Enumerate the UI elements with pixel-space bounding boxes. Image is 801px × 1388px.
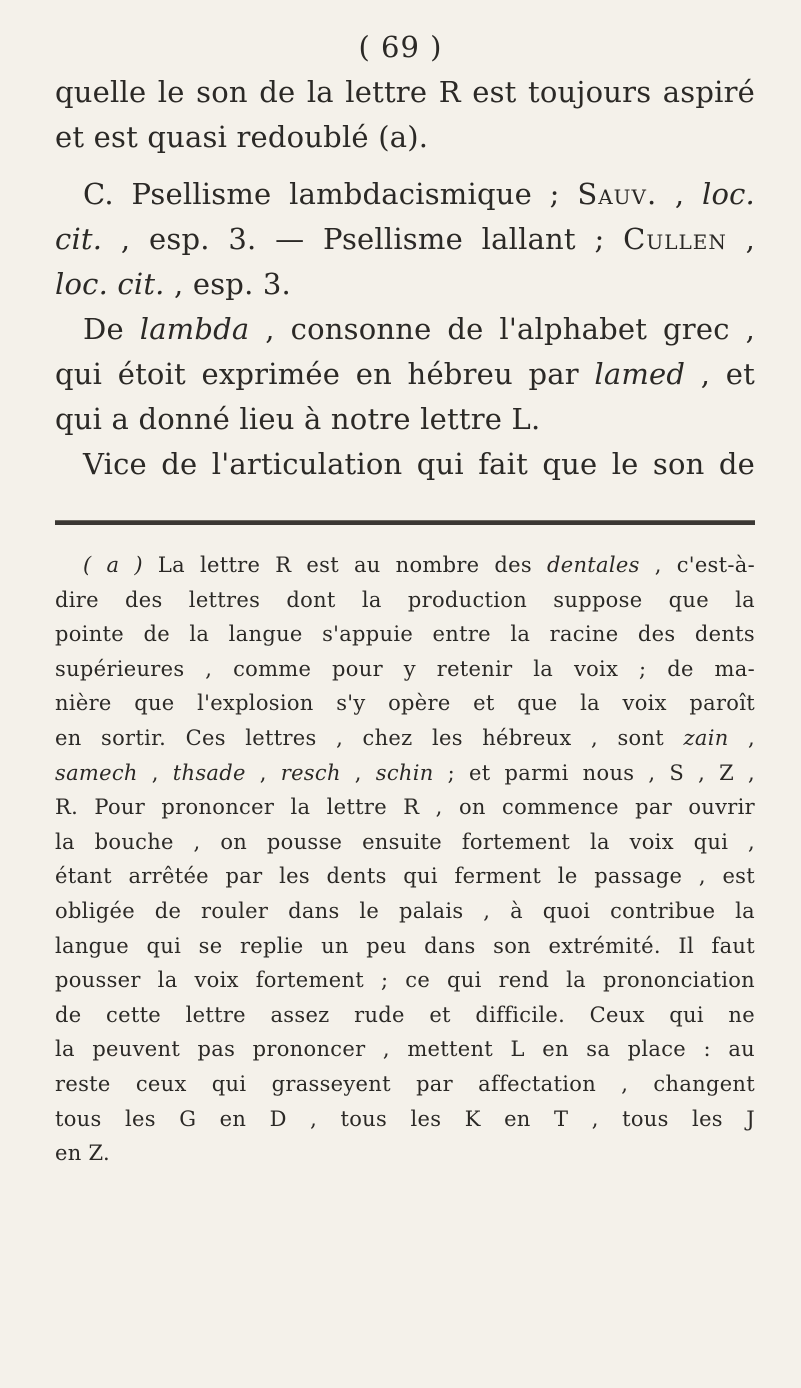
page-number: ( 69 ): [358, 30, 443, 64]
citation-abbrev: cit.: [55, 222, 103, 256]
author-name: Cullen: [623, 222, 727, 256]
footnote-line-3: pointe de la langue s'appuie entre la racine des dents: [55, 622, 755, 647]
footnote: [55, 548, 755, 1171]
paragraph-lambda-line-3: [55, 397, 755, 442]
footnote-line-16: reste ceux qui grasseyent par affectation , changent: [55, 1071, 755, 1096]
footnote-line-12: langue qui se replie un peu dans son extrémité. Il faut: [55, 933, 755, 958]
hebrew-letter-name: thsade: [172, 760, 246, 785]
hebrew-letter-name: samech: [55, 760, 138, 785]
footnote-line-10: étant arrêtée par les dents qui ferment le passage , est: [55, 864, 755, 889]
text-run: ,: [340, 760, 376, 785]
text-run: ,: [245, 760, 281, 785]
text-run: La lettre R est au nombre des: [157, 553, 547, 577]
footnote-line-15: la peuvent pas prononcer , mettent L en sa place : au: [55, 1037, 755, 1062]
footnote-line-1: [55, 548, 755, 583]
main-text: [55, 70, 755, 487]
text-line-content: et est quasi redoublé (a).: [55, 120, 429, 154]
footnote-line-9: la bouche , on pousse ensuite fortement la voix qui ,: [55, 829, 755, 854]
text-run: ,: [657, 177, 702, 211]
paragraph-lambda-line-1: [55, 307, 755, 352]
footnote-line-14: de cette lettre assez rude et difficile. Ceux qui ne: [55, 1002, 755, 1027]
text-run: ,: [728, 725, 755, 750]
hebrew-term: lamed: [594, 357, 686, 391]
paragraph-gap: [55, 160, 755, 172]
hebrew-letter-name: resch: [280, 760, 341, 785]
text-run: , esp. 3. — Psellisme lallant ;: [102, 222, 624, 256]
citation-abbrev: loc. cit.: [55, 267, 165, 301]
footnote-line-13: pousser la voix fortement ; ce qui rend la prononciation: [55, 968, 755, 993]
citation-abbrev: loc.: [701, 177, 755, 211]
text-line: [55, 115, 755, 160]
greek-term: lambda: [139, 312, 250, 346]
text-line: quelle le son de la lettre R est toujours aspiré: [55, 75, 755, 109]
footnote-line-6: [55, 721, 755, 756]
text-run: , c'est-à-: [639, 553, 755, 577]
hebrew-letter-name: schin: [375, 760, 434, 785]
footnote-line-11: obligée de rouler dans le palais , à quoi contribue la: [55, 898, 755, 923]
text-run: , consonne de l'alphabet grec ,: [249, 312, 755, 346]
text-run: qui étoit exprimée en hébreu par: [55, 357, 595, 391]
text-run: C. Psellisme lambdacismique ;: [83, 177, 578, 211]
footnote-marker: ( a ): [83, 553, 143, 577]
text-run: , et: [685, 357, 755, 391]
hebrew-letter-name: zain: [683, 725, 729, 750]
footnote-separator-rule: [55, 520, 755, 525]
footnote-line-18: en Z.: [55, 1141, 111, 1166]
footnote-term: dentales: [547, 553, 640, 577]
footnote-line-4: supérieures , comme pour y retenir la voix ; de ma-: [55, 656, 755, 681]
paragraph-c-line-2: [55, 217, 755, 262]
paragraph-vice-line-1: Vice de l'articulation qui fait que le son de: [83, 447, 755, 481]
footnote-line-2: dire des lettres dont la production suppose que la: [55, 587, 755, 612]
paragraph-c-line-1: [55, 172, 755, 217]
author-name: Sauv.: [577, 177, 658, 211]
text-run: ,: [137, 760, 173, 785]
text-run: ,: [726, 222, 755, 256]
footnote-line-8: R. Pour prononcer la lettre R , on commence par ouvrir: [55, 795, 755, 820]
footnote-line-7: [55, 756, 755, 791]
text-run: ; et parmi nous , S , Z ,: [433, 760, 755, 785]
footnote-line-17: tous les G en D , tous les K en T , tous les J: [55, 1106, 755, 1131]
paragraph-c-line-3: [55, 262, 755, 307]
paragraph-lambda-line-2: [55, 352, 755, 397]
text-run: De: [83, 312, 140, 346]
text-run: en sortir. Ces lettres , chez les hébreux , sont: [55, 725, 684, 750]
footnote-line-5: nière que l'explosion s'y opère et que la voix paroît: [55, 691, 755, 716]
text-run: qui a donné lieu à notre lettre L.: [55, 402, 541, 436]
text-run: , esp. 3.: [164, 267, 291, 301]
